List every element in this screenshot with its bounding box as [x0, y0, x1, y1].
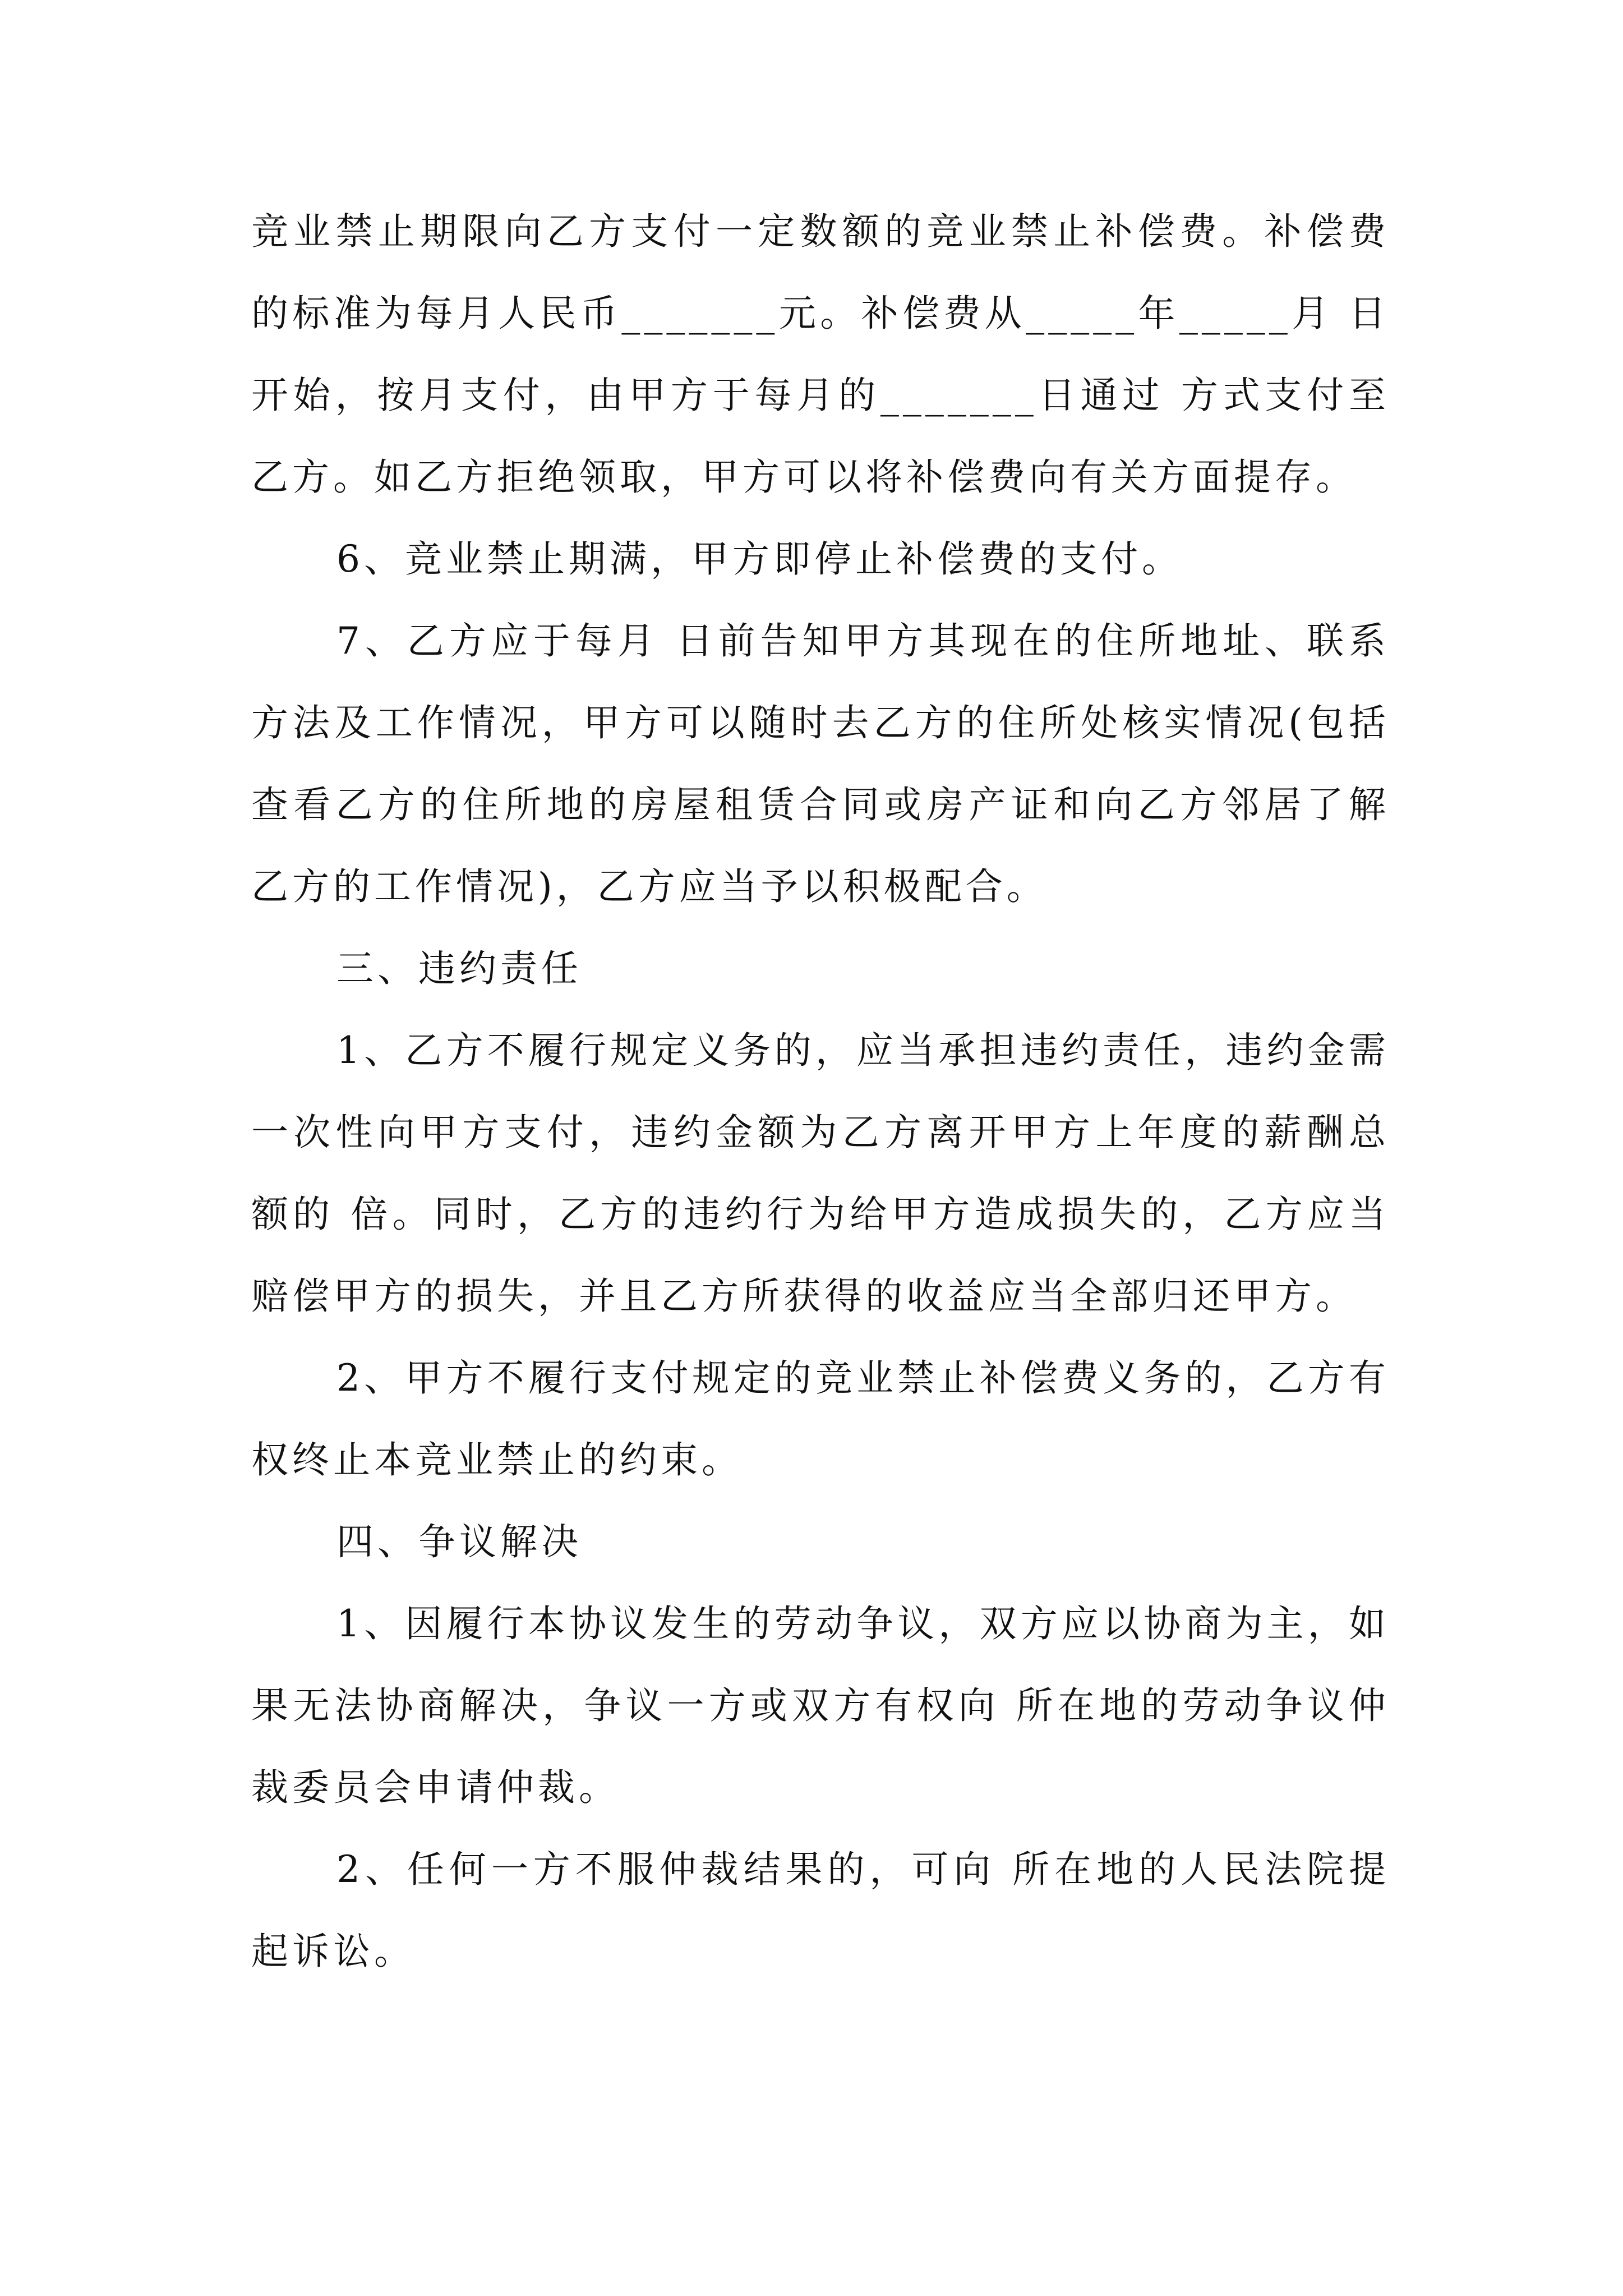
paragraph-liability-2: 2、甲方不履行支付规定的竞业禁止补偿费义务的，乙方有权终止本竞业禁止的约束。 — [251, 1356, 1390, 1481]
section-heading-dispute: 四、争议解决 — [336, 1520, 582, 1563]
document-body — [251, 191, 1390, 1993]
paragraph-liability-1: 1、乙方不履行规定义务的，应当承担违约责任，违约金需一次性向甲方支付，违约金额为乙方离开甲方上年度的薪酬总额的 倍。同时，乙方的违约行为给甲方造成损失的，乙方应当赔偿甲方的损失，并且乙方所获得的收益应当全部归还甲方。 — [251, 1029, 1390, 1318]
paragraph-compensation: 竞业禁止期限向乙方支付一定数额的竞业禁止补偿费。补偿费的标准为每月人民币_______元。补偿费从_____年_____月 日开始，按月支付，由甲方于每月的_______日通过 方式支付至乙方。如乙方拒绝领取，甲方可以将补偿费向有关方面提存。 — [251, 210, 1390, 499]
section-heading-liability: 三、违约责任 — [336, 947, 582, 990]
paragraph-dispute-1: 1、因履行本协议发生的劳动争议，双方应以协商为主，如果无法协商解决，争议一方或双方有权向 所在地的劳动争议仲裁委员会申请仲裁。 — [251, 1602, 1390, 1809]
paragraph-item-6: 6、竞业禁止期满，甲方即停止补偿费的支付。 — [336, 537, 1183, 581]
paragraph-dispute-2: 2、任何一方不服仲裁结果的，可向 所在地的人民法院提起诉讼。 — [251, 1848, 1390, 1973]
paragraph-item-7: 7、乙方应于每月 日前告知甲方其现在的住所地址、联系方法及工作情况，甲方可以随时去乙方的住所处核实情况(包括查看乙方的住所地的房屋租赁合同或房产证和向乙方邻居了解乙方的工作情况)，乙方应当予以积极配合。 — [251, 619, 1390, 908]
